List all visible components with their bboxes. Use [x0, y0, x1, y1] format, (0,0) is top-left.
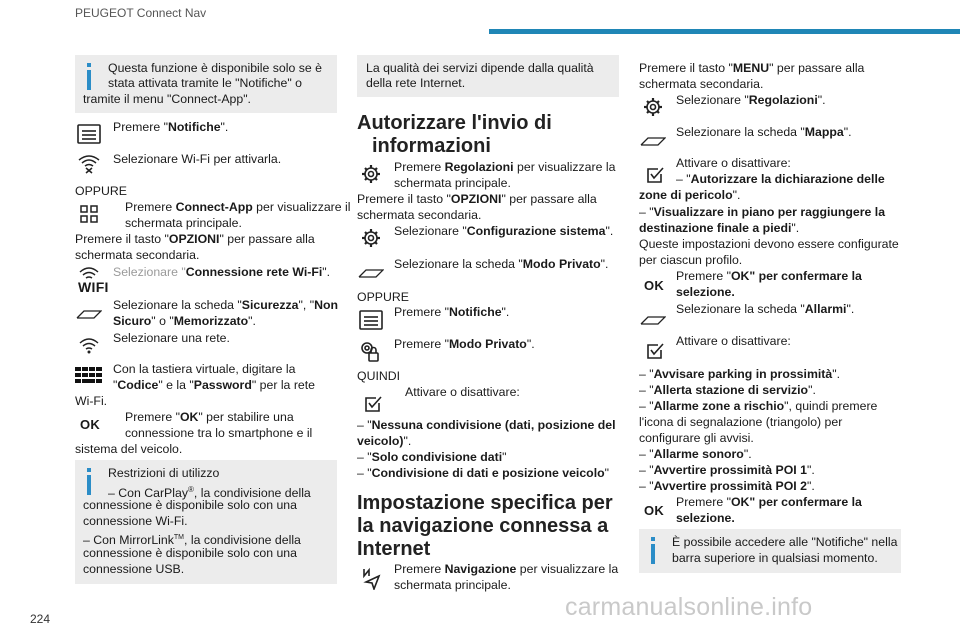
step-sicurezza: Selezionare la scheda "Sicurezza", "Non — [113, 298, 338, 312]
step-notifiche: Premere "Notifiche". — [394, 305, 510, 319]
step-mappa: Selezionare la scheda "Mappa". — [676, 125, 852, 139]
section-heading: Impostazione specifica per — [357, 492, 613, 514]
step-navigazione-line2: schermata principale. — [394, 578, 511, 592]
step-ok: Premere "OK" per confermare la — [676, 269, 862, 283]
alarm-option: – "Avvertire prossimità POI 1". — [639, 463, 815, 477]
note-line: connessione è disponibile solo con una — [83, 498, 297, 512]
note-line: La qualità dei servizi dipende dalla qualità — [366, 61, 594, 75]
step-opzioni-line2: schermata secondaria. — [75, 248, 200, 262]
config-note-line2: per ciascun profilo. — [639, 253, 743, 267]
step-wifi: Selezionare Wi-Fi per attivarla. — [113, 152, 282, 166]
ok-icon: OK — [644, 278, 665, 293]
option-1-line2: veicolo)". — [357, 434, 412, 448]
grid-apps-icon — [76, 203, 102, 225]
note-line: connessione è disponibile solo con una — [83, 546, 297, 560]
step-ok-line2: connessione tra lo smartphone e il — [125, 426, 313, 440]
note-line: tramite il menu "Connect-App". — [83, 92, 251, 106]
tab-icon — [358, 261, 384, 283]
alarm-option: – "Allarme zone a rischio", quindi premere — [639, 399, 878, 413]
step-connect-app-line2: schermata principale. — [125, 216, 242, 230]
step-connect-app: Premere Connect-App per visualizzare il — [125, 200, 351, 214]
note-line: È possibile accedere alle "Notifiche" nella — [672, 535, 898, 549]
step-configurazione: Selezionare "Configurazione sistema". — [394, 224, 614, 238]
step-rete: Selezionare una rete. — [113, 331, 230, 345]
step-ok: Premere "OK" per stabilire una — [125, 410, 294, 424]
page-number: 224 — [30, 612, 51, 626]
alarm-option: – "Avvisare parking in prossimità". — [639, 367, 841, 381]
step-ok-line2: selezione. — [676, 511, 735, 525]
option-zone-pericolo: – "Autorizzare la dichiarazione delle — [676, 172, 885, 186]
running-header: PEUGEOT Connect Nav — [75, 6, 207, 20]
step-menu: Premere il tasto "MENU" per passare alla — [639, 61, 865, 75]
section-heading-line2: la navigazione connessa a — [357, 515, 609, 537]
step-modo-privato: Premere "Modo Privato". — [394, 337, 535, 351]
step-modo-privato-tab: Selezionare la scheda "Modo Privato". — [394, 257, 609, 271]
section-heading-line3: Internet — [357, 538, 431, 560]
info-icon — [87, 468, 91, 472]
note-line: – Con MirrorLink™, la condivisione della — [83, 533, 301, 548]
option-2: – "Solo condivisione dati" — [357, 450, 507, 464]
step-navigazione: Premere Navigazione per visualizzare la — [394, 562, 619, 576]
step-allarmi: Selezionare la scheda "Allarmi". — [676, 302, 855, 316]
option-zone-pericolo-line2: zone di pericolo". — [639, 188, 741, 202]
tab-icon — [640, 308, 666, 330]
keyboard-icon — [74, 365, 104, 387]
step-keyboard: Con la tastiera virtuale, digitare la — [113, 362, 296, 376]
step-regolazioni: Premere Regolazioni per visualizzare la — [394, 160, 616, 174]
settings-gear-icon — [358, 163, 384, 185]
alarm-option-line2: l'icona di segnalazione (triangolo) per — [639, 415, 843, 429]
step-ok-line2: selezione. — [676, 285, 735, 299]
info-note — [639, 529, 901, 573]
quality-note — [357, 55, 619, 97]
step-keyboard-line3: Wi-Fi. — [75, 394, 108, 408]
navigation-icon — [358, 566, 384, 590]
alarm-option: – "Allerta stazione di servizio". — [639, 383, 816, 397]
quindi-label: QUINDI — [357, 369, 401, 383]
section-heading-line2: informazioni — [372, 135, 491, 157]
note-line: Questa funzione è disponibile solo se è — [108, 61, 322, 75]
step-opzioni: Premere il tasto "OPZIONI" per passare alla — [75, 232, 315, 246]
note-line: connessione USB. — [83, 562, 185, 576]
oppure-label: OPPURE — [357, 290, 409, 304]
note-line: barra superiore in qualsiasi momento. — [672, 551, 878, 565]
restrictions-note — [75, 460, 337, 584]
info-note — [75, 55, 337, 113]
step-connessione: Selezionare "Connessione rete Wi-Fi". — [113, 265, 331, 279]
option-piedi: – "Visualizzare in piano per raggiungere la — [639, 205, 886, 219]
alarm-option: – "Allarme sonoro". — [639, 447, 752, 461]
checkbox-icon — [361, 393, 387, 415]
notifications-list-icon — [76, 123, 102, 145]
step-ok-line3: sistema del veicolo. — [75, 442, 183, 456]
tab-icon — [640, 129, 666, 151]
note-line: Restrizioni di utilizzo — [108, 466, 220, 480]
wifi-off-icon — [76, 152, 102, 174]
step-attivare: Attivare o disattivare: — [405, 385, 520, 399]
option-3: – "Condivisione di dati e posizione veicolo" — [357, 466, 609, 480]
step-attivare: Attivare o disattivare: — [676, 334, 791, 348]
step-regolazioni: Selezionare "Regolazioni". — [676, 93, 826, 107]
option-1: – "Nessuna condivisione (dati, posizione del — [357, 418, 616, 432]
wifi-icon — [76, 262, 102, 280]
settings-gear-icon — [640, 96, 666, 118]
step-keyboard-line2: "Codice" e la "Password" per la rete — [113, 378, 316, 392]
oppure-label: OPPURE — [75, 184, 127, 198]
watermark: carmanualsonline.info — [565, 593, 813, 621]
header-accent-bar — [489, 29, 960, 34]
notifications-list-icon — [358, 309, 384, 331]
step-notifiche: Premere "Notifiche". — [113, 120, 229, 134]
wifi-network-icon — [76, 335, 102, 357]
checkbox-icon — [643, 164, 669, 186]
step-opzioni-line2: schermata secondaria. — [357, 208, 482, 222]
alarm-option: – "Avvertire prossimità POI 2". — [639, 479, 815, 493]
ok-icon: OK — [80, 417, 101, 432]
wifi-icon-label: WIFI — [78, 279, 109, 295]
step-regolazioni-line2: schermata principale. — [394, 176, 511, 190]
config-note: Queste impostazioni devono essere configurate — [639, 237, 899, 251]
info-icon — [87, 63, 91, 67]
info-icon — [651, 537, 655, 541]
note-line: – Con CarPlay®, la condivisione della — [108, 485, 311, 501]
privacy-mode-icon — [356, 338, 382, 364]
settings-gear-icon — [358, 227, 384, 249]
step-attivare: Attivare o disattivare: — [676, 156, 791, 170]
step-sicurezza-line2: Sicuro" o "Memorizzato". — [113, 314, 256, 328]
note-line: stata attivata tramite le "Notifiche" o — [108, 76, 302, 90]
note-line: connessione Wi-Fi. — [83, 514, 188, 528]
ok-icon: OK — [644, 503, 665, 518]
checkbox-icon — [643, 340, 669, 362]
tab-icon — [76, 302, 102, 324]
option-piedi-line2: destinazione finale a piedi". — [639, 221, 800, 235]
step-menu-line2: schermata secondaria. — [639, 77, 764, 91]
note-line: della rete Internet. — [366, 76, 466, 90]
step-ok: Premere "OK" per confermare la — [676, 495, 862, 509]
section-heading: Autorizzare l'invio di — [357, 112, 552, 134]
step-opzioni: Premere il tasto "OPZIONI" per passare alla — [357, 192, 597, 206]
alarm-option-line3: configurare gli avvisi. — [639, 431, 754, 445]
